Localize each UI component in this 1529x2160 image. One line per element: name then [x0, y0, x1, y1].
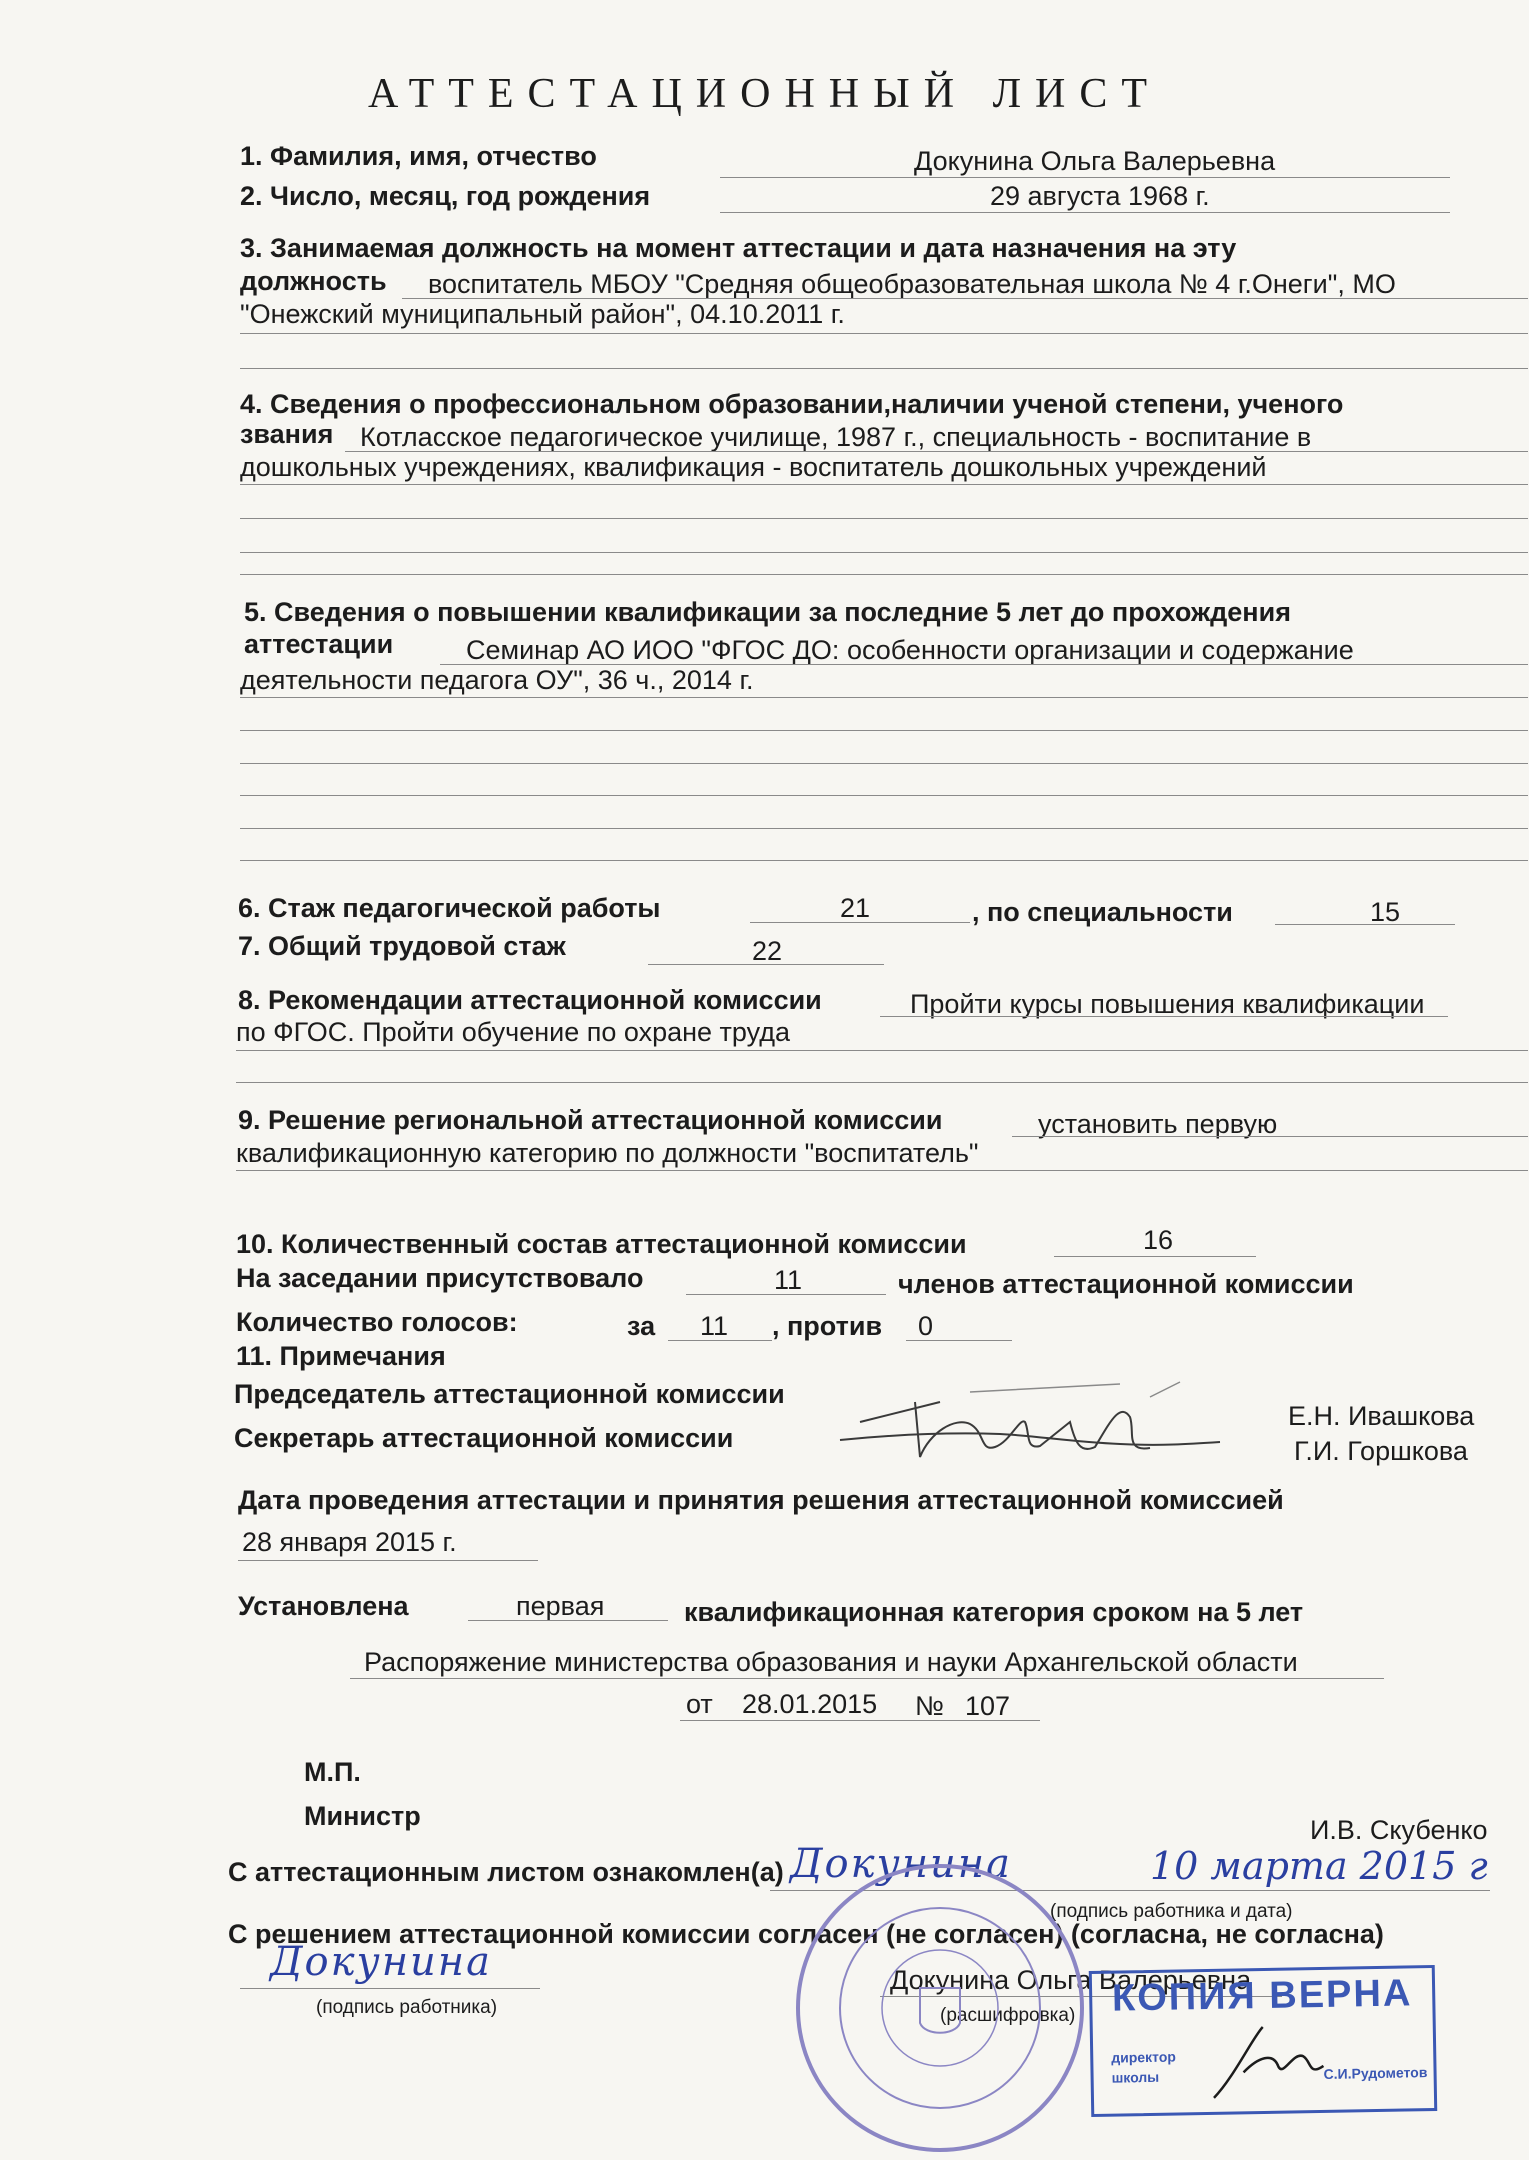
underline [240, 1988, 540, 1989]
underline [240, 860, 1528, 861]
field-label-name: 1. Фамилия, имя, отчество [240, 141, 597, 171]
field-label-present: На заседании присутствовало [236, 1263, 644, 1293]
field-label-education: 4. Сведения о профессиональном образовании,наличии ученой степени, ученого [240, 389, 1344, 419]
field-label-recommendations: 8. Рекомендации аттестационной комиссии [238, 985, 822, 1015]
order-text: Распоряжение министерства образования и науки Архангельской области [364, 1647, 1298, 1677]
round-seal [780, 1858, 1100, 2158]
underline [402, 298, 1528, 299]
underline [240, 763, 1528, 764]
underline [350, 1678, 1384, 1679]
field-value-recommendations-cont: по ФГОС. Пройти обучение по охране труда [236, 1017, 790, 1047]
field-value-recommendations: Пройти курсы повышения квалификации [910, 989, 1425, 1019]
agree-signature: Докунина [270, 1939, 492, 1985]
minister-name: И.В. Скубенко [1310, 1815, 1488, 1845]
field-label-votes-for: за [627, 1311, 656, 1341]
acquainted-label: С аттестационным листом ознакомлен(а) [228, 1857, 784, 1887]
category-suffix: квалификационная категория сроком на 5 лет [684, 1597, 1304, 1627]
underline [240, 368, 1528, 369]
field-value-votes-against: 0 [918, 1311, 934, 1341]
underline [750, 922, 970, 923]
underline [680, 1720, 1040, 1721]
stamp-role: директор [1111, 2048, 1177, 2066]
underline [648, 964, 884, 965]
field-label-decision: 9. Решение региональной аттестационной комиссии [238, 1105, 943, 1135]
underline [238, 1560, 538, 1561]
field-value-present: 11 [774, 1265, 803, 1295]
stamp-place-label: М.П. [304, 1757, 361, 1787]
field-label-notes: 11. Примечания [236, 1341, 446, 1371]
field-value-position-cont: "Онежский муниципальный район", 04.10.2011 г. [240, 299, 845, 329]
agree-name: Докунина Ольга Валерьевна [890, 1965, 1252, 1995]
field-label-votes: Количество голосов: [236, 1307, 518, 1337]
field-value-decision-cont: квалификационную категорию по должности "воспитатель" [236, 1138, 979, 1168]
field-value-training: Семинар АО ИОО "ФГОС ДО: особенности организации и содержание [466, 635, 1354, 665]
underline [240, 552, 1528, 553]
field-value-spec-experience: 15 [1370, 897, 1401, 927]
secretary-name: Г.И. Горшкова [1294, 1436, 1468, 1466]
field-value-position: воспитатель МБОУ "Средняя общеобразовательная школа № 4 г.Онеги", МО [428, 269, 1396, 299]
field-value-total-experience: 22 [752, 936, 783, 966]
field-label-spec-experience: , по специальности [972, 897, 1233, 927]
stamp-role-cont: школы [1111, 2068, 1160, 2086]
agree-name-caption: (расшифровка) [940, 2005, 1076, 2026]
commission-signature [820, 1362, 1240, 1482]
underline [720, 212, 1450, 213]
underline [240, 574, 1528, 575]
underline [240, 333, 1528, 334]
underline [240, 795, 1528, 796]
field-label-position-cont: должность [240, 266, 387, 296]
underline [1012, 1136, 1528, 1137]
field-value-training-cont: деятельности педагога ОУ", 36 ч., 2014 г. [240, 665, 754, 695]
underline [468, 1620, 668, 1621]
field-value-education-cont: дошкольных учреждениях, квалификация - воспитатель дошкольных учреждений [240, 452, 1267, 482]
director-signature [1203, 2016, 1335, 2108]
underline [668, 1340, 772, 1341]
underline [240, 697, 1528, 698]
field-label-votes-against: , против [772, 1311, 883, 1341]
field-label-present-suffix: членов аттестационной комиссии [898, 1269, 1354, 1299]
field-value-education: Котласское педагогическое училище, 1987 г., специальность - воспитание в [360, 422, 1312, 452]
underline [236, 1050, 1528, 1051]
field-label-training: 5. Сведения о повышении квалификации за последние 5 лет до прохождения [244, 597, 1291, 627]
acquainted-signature: Докунина [790, 1841, 1012, 1887]
order-number-label: № [915, 1691, 944, 1721]
underline [240, 730, 1528, 731]
category-value: первая [516, 1591, 605, 1621]
underline [1275, 924, 1455, 925]
date-value: 28 января 2015 г. [242, 1527, 457, 1557]
underline [720, 177, 1450, 178]
agree-label: С решением аттестационной комиссии согласен (не согласен) (согласна, не согласна) [228, 1919, 1384, 1949]
order-date: 28.01.2015 [742, 1689, 878, 1719]
underline [240, 518, 1528, 519]
chairman-label: Председатель аттестационной комиссии [234, 1379, 785, 1409]
field-label-education-cont: звания [240, 419, 334, 449]
underline [240, 484, 1528, 485]
field-label-birthdate: 2. Число, месяц, год рождения [240, 181, 651, 211]
underline [880, 1016, 1448, 1017]
field-label-total-experience: 7. Общий трудовой стаж [238, 931, 566, 961]
order-from-label: от [686, 1689, 713, 1719]
field-label-training-cont: аттестации [244, 629, 394, 659]
copy-certified-stamp [1089, 1965, 1437, 2117]
stamp-title: КОПИЯ ВЕРНА [1111, 1972, 1413, 2020]
underline [1054, 1256, 1256, 1257]
minister-label: Министр [304, 1801, 421, 1831]
field-value-decision: установить первую [1038, 1109, 1278, 1139]
underline [345, 451, 1528, 452]
field-value-name: Докунина Ольга Валерьевна [914, 146, 1276, 176]
acquainted-caption: (подпись работника и дата) [1050, 1901, 1293, 1922]
secretary-label: Секретарь аттестационной комиссии [234, 1423, 734, 1453]
field-value-ped-experience: 21 [840, 893, 871, 923]
field-value-birthdate: 29 августа 1968 г. [990, 181, 1210, 211]
field-label-ped-experience: 6. Стаж педагогической работы [238, 893, 661, 923]
underline [906, 1340, 1012, 1341]
field-value-commission-size: 16 [1143, 1225, 1174, 1255]
chairman-name: Е.Н. Ивашкова [1288, 1401, 1475, 1431]
category-prefix: Установлена [238, 1591, 409, 1621]
order-number: 107 [965, 1691, 1011, 1721]
agree-sig-caption: (подпись работника) [316, 1997, 498, 2018]
stamp-name: С.И.Рудометов [1323, 2064, 1428, 2082]
page-title: АТТЕСТАЦИОННЫЙ ЛИСТ [367, 71, 1162, 117]
underline [240, 828, 1528, 829]
field-label-position: 3. Занимаемая должность на момент аттестации и дата назначения на эту [240, 233, 1237, 263]
field-value-votes-for: 11 [700, 1311, 729, 1341]
underline [686, 1294, 886, 1295]
underline [236, 1170, 1528, 1171]
field-label-commission-size: 10. Количественный состав аттестационной комиссии [236, 1229, 967, 1259]
underline [440, 664, 1528, 665]
underline [236, 1082, 1528, 1083]
acquainted-date: 10 марта 2015 г [1150, 1844, 1488, 1888]
date-label: Дата проведения аттестации и принятия решения аттестационной комиссией [238, 1485, 1284, 1515]
